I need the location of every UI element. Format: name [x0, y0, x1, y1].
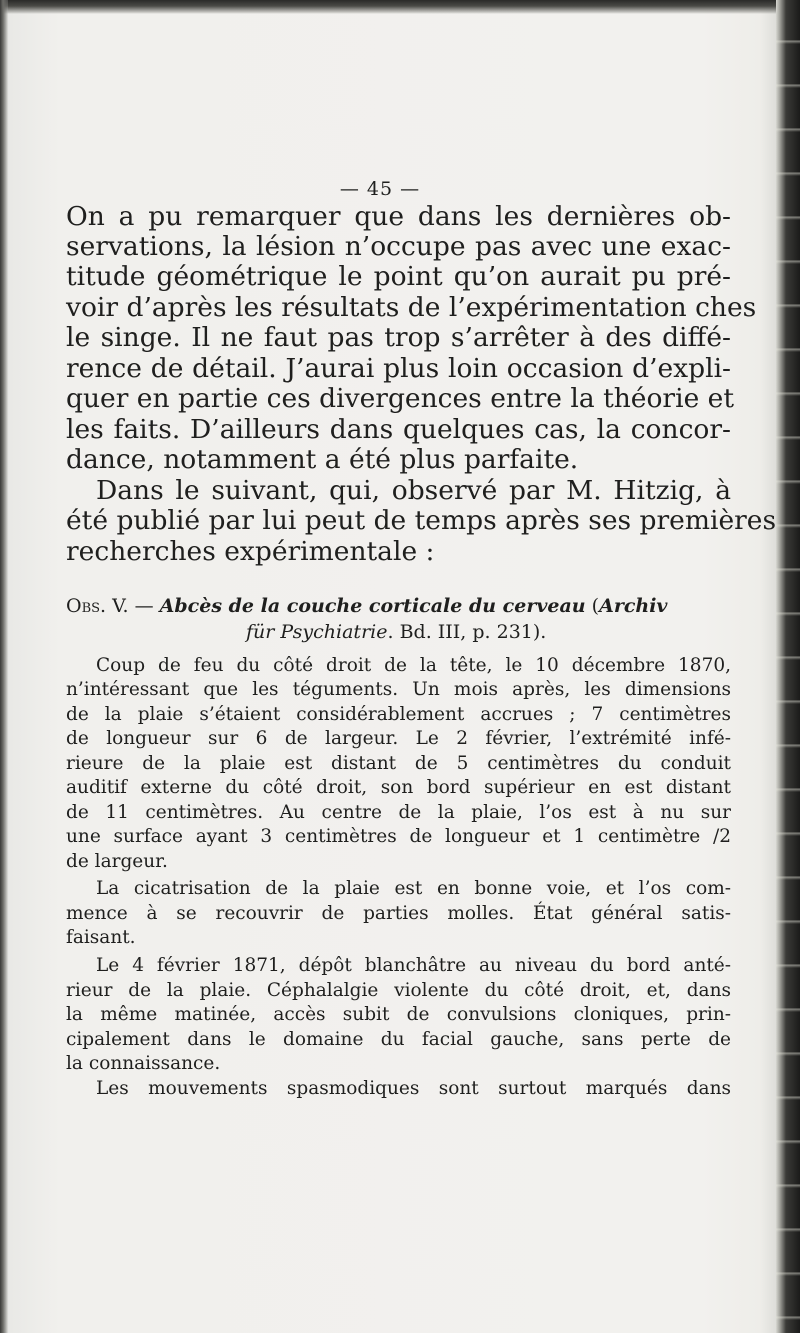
- observation-journal-2: für Psychiatrie: [246, 621, 388, 643]
- paragraph-1-line-8: les faits. D’ailleurs dans quelques cas, la concor-: [66, 414, 731, 445]
- observation-heading: [66, 594, 731, 618]
- paragraph-4-line-1: La cicatrisation de la plaie est en bonne voie, et l’os com-: [96, 878, 731, 899]
- paragraph-1-line-6: rence de détail. J’aurai plus loin occasion d’expli-: [66, 353, 731, 384]
- paragraph-3-line-8: une surface ayant 3 centimètres de longueur et 1 centimètre /2: [66, 826, 731, 847]
- observation-dash: —: [134, 595, 154, 617]
- paragraph-4-line-2: mence à se recouvrir de parties molles. État général satis-: [66, 903, 731, 924]
- paragraph-5-line-1: Le 4 février 1871, dépôt blanchâtre au niveau du bord anté-: [96, 955, 731, 976]
- paragraph-5-line-3: la même matinée, accès subit de convulsions cloniques, prin-: [66, 1004, 731, 1025]
- paragraph-5-line-2: rieur de la plaie. Céphalalgie violente du côté droit, et, dans: [66, 980, 731, 1001]
- observation-reference: . Bd. III, p. 231).: [387, 621, 547, 643]
- paragraph-3-line-7: de 11 centimètres. Au centre de la plaie, l’os est à nu sur: [66, 802, 731, 823]
- paragraph-1-line-5: le singe. Il ne faut pas trop s’arrêter à des diffé-: [66, 322, 731, 353]
- paragraph-2-line-1: Dans le suivant, qui, observé par M. Hitzig, à: [96, 475, 731, 506]
- paragraph-2-line-3: recherches expérimentale :: [66, 536, 435, 567]
- paragraph-3-line-2: n’intéressant que les téguments. Un mois après, les dimensions: [66, 679, 731, 700]
- paragraph-1-line-1: On a pu remarquer que dans les dernières ob-: [66, 201, 731, 232]
- page-number: — 45 —: [339, 178, 421, 200]
- paragraph-3-line-4: de longueur sur 6 de largeur. Le 2 février, l’extrémité infé-: [66, 728, 731, 749]
- observation-open-paren: (: [591, 595, 600, 617]
- paragraph-1-line-3: titude géométrique le point qu’on aurait pu pré-: [66, 261, 731, 292]
- paragraph-3-line-1: Coup de feu du côté droit de la tête, le 10 décembre 1870,: [96, 655, 731, 676]
- paragraph-3-line-5: rieure de la plaie est distant de 5 centimètres du conduit: [66, 753, 731, 774]
- paragraph-1-line-9: dance, notamment a été plus parfaite.: [66, 444, 579, 475]
- paragraph-3-line-9: de largeur.: [66, 851, 168, 872]
- paragraph-1-line-2: servations, la lésion n’occupe pas avec une exac-: [66, 231, 731, 262]
- paragraph-2-line-2: été publié par lui peut de temps après ses premières: [66, 505, 777, 536]
- book-spine-edge: [776, 0, 800, 1333]
- paragraph-4-line-3: faisant.: [66, 927, 136, 948]
- paragraph-5-line-5: la connaissance.: [66, 1053, 221, 1074]
- paragraph-3-line-3: de la plaie s’étaient considérablement accrues ; 7 centimètres: [66, 704, 731, 725]
- paragraph-1-line-4: voir d’après les résultats de l’expérimentation ches: [66, 292, 757, 323]
- paragraph-1-line-7: quer en partie ces divergences entre la théorie et: [66, 383, 735, 414]
- observation-title: Abcès de la couche corticale du cerveau: [159, 595, 586, 617]
- paragraph-3-line-6: auditif externe du côté droit, son bord supérieur en est distant: [66, 777, 731, 798]
- paragraph-5-line-4: cipalement dans le domaine du facial gauche, sans perte de: [66, 1029, 731, 1050]
- observation-heading-line-2: [246, 620, 546, 644]
- observation-journal: Archiv: [599, 595, 668, 617]
- paragraph-5-line-6: Les mouvements spasmodiques sont surtout marqués dans: [96, 1078, 731, 1099]
- scan-top-edge: [0, 0, 800, 14]
- observation-label: Obs. V.: [66, 595, 129, 617]
